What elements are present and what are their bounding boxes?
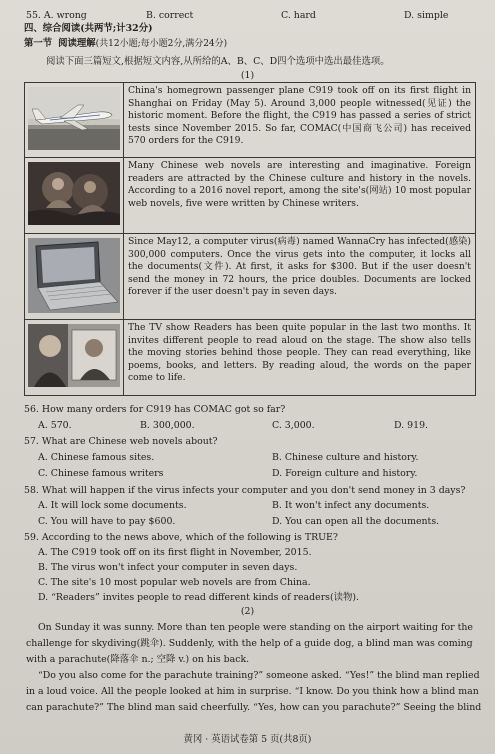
news-row-virus — [25, 234, 476, 320]
subsection-label: 第一节 — [24, 38, 53, 49]
news-row-plane — [25, 83, 476, 158]
option-57-d: D. Foreign culture and history. — [272, 468, 418, 479]
laptop-photo — [28, 238, 120, 313]
option-55-c: C. hard — [281, 10, 316, 21]
news-row-tv-show — [25, 320, 476, 396]
subsection-title — [24, 38, 227, 50]
option-55-a: 55. A. wrong — [26, 10, 87, 21]
passage-2-line: in a loud voice. All the people looked at him in surprise. “I know. Do you think how a blind man — [26, 686, 479, 697]
passage-2-line: with a parachute(降落伞 n.; 空降 v.) on his back. — [26, 654, 250, 665]
news-text-plane: China's homegrown passenger plane C919 took off on its first flight in Shanghai on Friday (May 5). Around 3,000 people witnessed(见证) the historic moment. Before the flight, the C919 has passed a series of strict tests since November 2015. So far, COMAC(中国商飞公司) has received 570 orders for the C919. — [124, 83, 476, 158]
question-57: 57. What are Chinese web novels about? — [24, 436, 218, 447]
question-55-options — [26, 10, 466, 22]
news-image-cell — [25, 158, 124, 234]
tv-show-photo — [28, 324, 120, 387]
news-text-novels: Many Chinese web novels are interesting and imaginative. Foreign readers are attracted by the Chinese culture and history in the novels. According to a 2016 novel report, among the site's(网站) 10 most popular web novels, five were written by Chinese writers. — [124, 158, 476, 234]
option-58-d: D. You can open all the documents. — [272, 516, 440, 527]
option-58-a: A. It will lock some documents. — [38, 500, 187, 511]
passage-2-line: can parachute?” The blind man said cheerfully. “Yes, how can you parachute?” Seeing the blind — [26, 702, 482, 713]
news-image-cell — [25, 83, 124, 158]
news-text-tv-show: The TV show Readers has been quite popular in the last two months. It invites different people to read aloud on the stage. The show also tells the moving stories behind those people. They can read everything, like poems, books, and letters. By reading aloud, the words on the paper come to life. — [124, 320, 476, 396]
option-57-a: A. Chinese famous sites. — [38, 452, 155, 463]
news-table — [24, 82, 476, 396]
web-novel-illustration — [28, 162, 120, 225]
option-56-b: B. 300,000. — [140, 420, 195, 431]
option-56-c: C. 3,000. — [272, 420, 315, 431]
option-56-d: D. 919. — [394, 420, 429, 431]
page-footer: 黄冈 · 英语试卷第 5 页(共8页) — [183, 734, 312, 745]
news-image-cell — [25, 234, 124, 320]
airplane-photo — [28, 87, 120, 150]
option-59-b: B. The virus won't infect your computer in seven days. — [38, 562, 298, 573]
option-59-d: D. “Readers” invites people to read different kinds of readers(读物). — [38, 592, 360, 603]
question-59: 59. According to the news above, which of the following is TRUE? — [24, 532, 338, 543]
option-57-c: C. Chinese famous writers — [38, 468, 164, 479]
section-title: 四、综合阅读(共两节;计32分) — [24, 23, 153, 34]
passage-2-number: (2) — [240, 606, 255, 617]
passage-2-line: “Do you also come for the parachute training?” someone asked. “Yes!” the blind man replied — [38, 670, 480, 681]
reading-instruction: 阅读下面三篇短文,根据短文内容,从所给的A、B、C、D四个选项中选出最佳选项。 — [46, 56, 390, 67]
news-text-virus: Since May12, a computer virus(病毒) named WannaCry has infected(感染) 300,000 computers. Once the virus gets into the computer, it locks all the documents(文件). At first, it asks for $300. But if the user doesn't send the money in 72 hours, the price doubles. Documents are locked forever if the user doesn't pay in seven days. — [124, 234, 476, 320]
option-57-b: B. Chinese culture and history. — [272, 452, 419, 463]
passage-2-line: challenge for skydiving(跳伞). Suddenly, with the help of a guide dog, a blind man was coming — [26, 638, 473, 649]
option-59-c: C. The site's 10 most popular web novels are from China. — [38, 577, 311, 588]
passage-1-number: (1) — [240, 70, 255, 81]
news-row-novels — [25, 158, 476, 234]
option-56-a: A. 570. — [38, 420, 72, 431]
option-59-a: A. The C919 took off on its first flight in November, 2015. — [38, 547, 312, 558]
question-56: 56. How many orders for C919 has COMAC got so far? — [24, 404, 286, 415]
option-58-b: B. It won't infect any documents. — [272, 500, 430, 511]
option-55-d: D. simple — [404, 10, 449, 21]
subsection-name: 阅读理解 — [58, 38, 96, 49]
news-image-cell — [25, 320, 124, 396]
option-58-c: C. You will have to pay $600. — [38, 516, 176, 527]
option-55-b: B. correct — [146, 10, 194, 21]
subsection-note: (共12小题;每小题2分,满分24分) — [95, 39, 228, 49]
question-58: 58. What will happen if the virus infects your computer and you don't send money in 3 days? — [24, 485, 466, 496]
passage-2-line: On Sunday it was sunny. More than ten people were standing on the airport waiting for the — [38, 622, 473, 633]
